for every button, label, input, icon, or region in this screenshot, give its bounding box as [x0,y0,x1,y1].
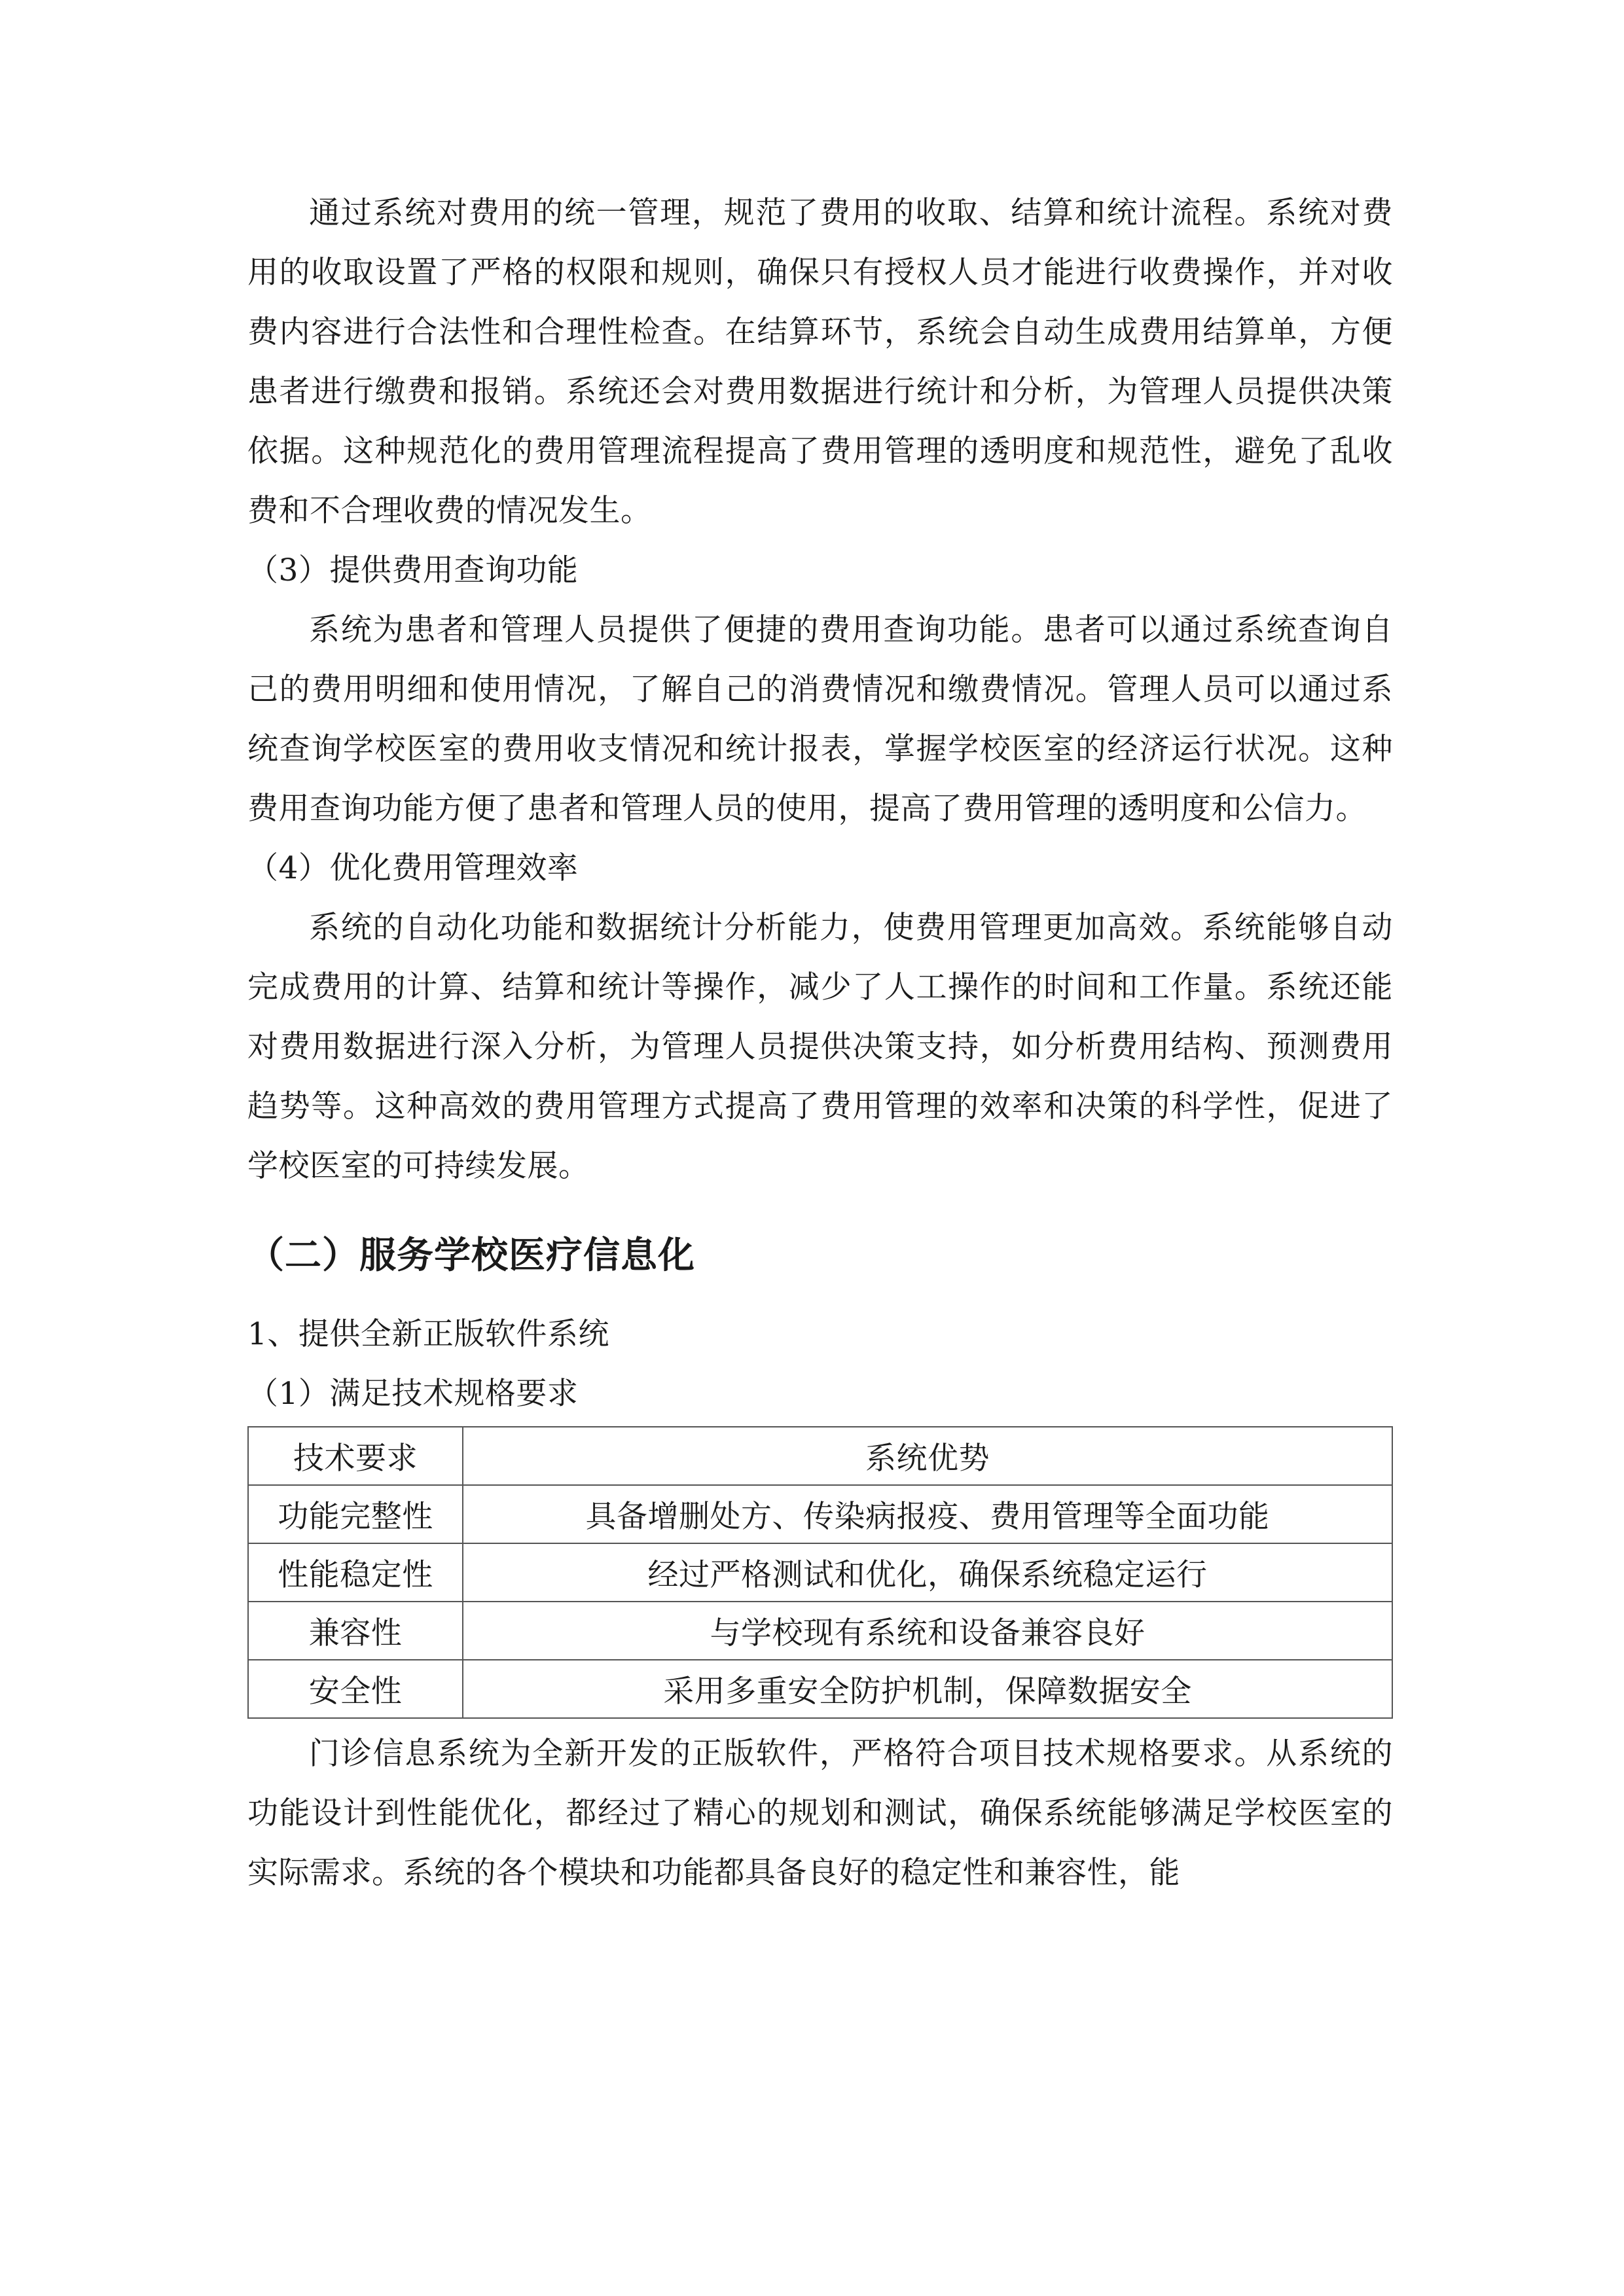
table-cell: 功能完整性 [248,1485,463,1543]
paragraph-fee-query: 系统为患者和管理人员提供了便捷的费用查询功能。患者可以通过系统查询自己的费用明细和使用情况，了解自己的消费情况和缴费情况。管理人员可以通过系统查询学校医室的费用收支情况和统计报表，掌握学校医室的经济运行状况。这种费用查询功能方便了患者和管理人员的使用，提高了费用管理的透明度和公信力。 [247,612,1393,827]
table-cell: 具备增删处方、传染病报疫、费用管理等全面功能 [463,1485,1392,1543]
table-row [248,1602,1392,1660]
table-row [248,1543,1392,1602]
paragraph-fee-efficiency: 系统的自动化功能和数据统计分析能力，使费用管理更加高效。系统能够自动完成费用的计算、结算和统计等操作，减少了人工操作的时间和工作量。系统还能对费用数据进行深入分析，为管理人员提供决策支持，如分析费用结构、预测费用趋势等。这种高效的费用管理方式提高了费用管理的效率和决策的科学性，促进了学校医室的可持续发展。 [247,910,1393,1184]
paragraph-software-compliance: 门诊信息系统为全新开发的正版软件，严格符合项目技术规格要求。从系统的功能设计到性能优化，都经过了精心的规划和测试，确保系统能够满足学校医室的实际需求。系统的各个模块和功能都具备良好的稳定性和兼容性，能 [247,1736,1393,1891]
paragraph-fee-management: 通过系统对费用的统一管理，规范了费用的收取、结算和统计流程。系统对费用的收取设置了严格的权限和规则，确保只有授权人员才能进行收费操作，并对收费内容进行合法性和合理性检查。在结算环节，系统会自动生成费用结算单，方便患者进行缴费和报销。系统还会对费用数据进行统计和分析，为管理人员提供决策依据。这种规范化的费用管理流程提高了费用管理的透明度和规范性，避免了乱收费和不合理收费的情况发生。 [247,195,1393,529]
tech-spec-table [247,1426,1393,1719]
document-page [247,183,1393,1903]
table-cell: 采用多重安全防护机制，保障数据安全 [463,1660,1392,1718]
table-cell: 兼容性 [248,1602,463,1660]
table-header-row [248,1427,1392,1485]
table-row [248,1485,1392,1543]
table-header-cell: 技术要求 [248,1427,463,1485]
table-header-cell: 系统优势 [463,1427,1392,1485]
subheading-tech-spec: （1）满足技术规格要求 [247,1376,579,1412]
section-title: （二）服务学校医疗信息化 [247,1234,695,1277]
table-cell: 经过严格测试和优化，确保系统稳定运行 [463,1543,1392,1602]
table-cell: 与学校现有系统和设备兼容良好 [463,1602,1392,1660]
subheading-fee-efficiency: （4）优化费用管理效率 [247,850,579,886]
item-title: 1、提供全新正版软件系统 [247,1316,609,1352]
subheading-fee-query: （3）提供费用查询功能 [247,552,579,588]
table-cell: 性能稳定性 [248,1543,463,1602]
table-row [248,1660,1392,1718]
table-cell: 安全性 [248,1660,463,1718]
